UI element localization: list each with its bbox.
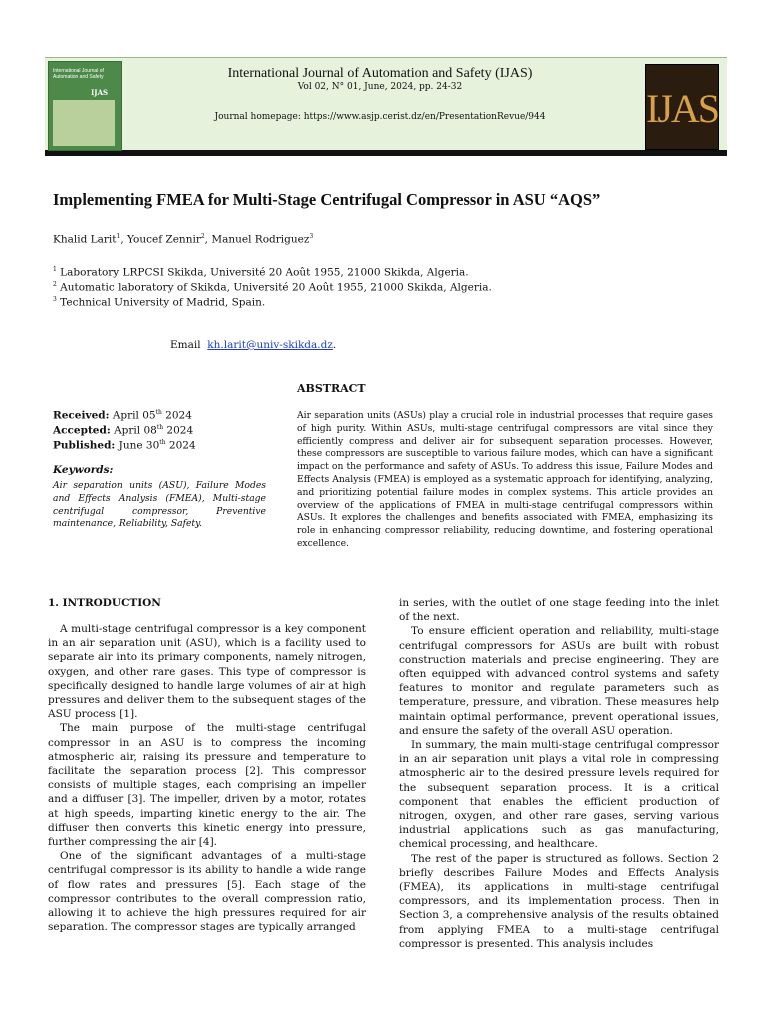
author-separator: , [204,233,212,246]
published-value: June 30 [118,439,160,452]
affiliation-text: Laboratory LRPCSI Skikda, Université 20 Août 1955, 21000 Skikda, Algeria. [56,266,469,279]
paragraph: The rest of the paper is structured as follows. Section 2 briefly describes Failure Modes and Effects Analysis (FMEA), its applications in multi-stage centrifugal compressors, and its implementation process. Then in Section 3, a comprehensive analysis of the results obtained from applying FMEA to a multi-stage centrifugal compressor is presented. This analysis includes [399,852,719,950]
body-column-left [48,622,366,934]
accepted-label: Accepted: [53,424,111,437]
published-label: Published: [53,439,116,452]
ordinal-suffix: th [155,409,162,416]
abstract-heading: ABSTRACT [297,382,366,395]
accepted-value: April 08 [114,424,157,437]
author-name: Khalid Larit [53,233,117,246]
journal-cover-image [48,61,122,151]
author-name: Youcef Zennir [127,233,201,246]
affiliation-marker: 3 [53,296,57,303]
header-divider [45,150,727,156]
cover-title: International Journal of Automation and Safety [53,68,104,80]
journal-title: International Journal of Automation and Safety (IJAS) [227,66,533,81]
affiliation-text: Automatic laboratory of Skikda, Université 20 Août 1955, 21000 Skikda, Algeria. [56,281,492,294]
received-year: 2024 [161,409,192,422]
received-value: April 05 [112,409,156,422]
email-line [170,339,336,351]
ordinal-suffix: th [159,439,166,446]
abstract-text: Air separation units (ASUs) play a crucial role in industrial processes that require gases of high purity. Within ASUs, multi-stage centrifugal compressors are vital since they efficiently compress and deliver air for subsequent separation processes. However, these compressors are susceptible to various failure modes, which can have a significant impact on the performance and safety of ASUs. To address this issue, Failure Modes and Effects Analysis (FMEA) is employed as a systematic approach for identifying, analyzing, and prioritizing potential failure modes in complex systems. This article provides an overview of the applications of FMEA in multi-stage centrifugal compressors within ASUs. It explores the challenges and benefits associated with FMEA, emphasizing its role in enhancing compressor reliability, reducing downtime, and fostering operational excellence. [297,410,713,549]
received-label: Received: [53,409,110,422]
affiliation [53,296,265,309]
affiliation [53,281,492,294]
affiliation-text: Technical University of Madrid, Spain. [56,296,266,309]
paper-title: Implementing FMEA for Multi-Stage Centrifugal Compressor in ASU “AQS” [53,190,601,209]
paragraph: To ensure efficient operation and reliability, multi-stage centrifugal compressors for ASUs are built with robust construction materials and precise engineering. They are often equipped with advanced control systems and safety features to monitor and regulate parameters such as temperature, pressure, and vibration. These measures help maintain optimal performance, prevent operational issues, and ensure the safety of the overall ASU operation. [399,625,719,737]
affiliation-marker: 2 [53,281,57,288]
received-date [53,409,192,422]
published-year: 2024 [165,439,196,452]
journal-homepage[interactable]: Journal homepage: https://www.asjp.cerist.dz/en/PresentationRevue/944 [214,112,546,122]
author-affiliation-marker: 2 [200,233,205,240]
author-affiliation-marker: 3 [309,233,314,240]
paragraph: in series, with the outlet of one stage feeding into the inlet of the next. [399,597,719,624]
accepted-year: 2024 [163,424,194,437]
paragraph: In summary, the main multi-stage centrifugal compressor in an air separation unit plays a vital role in compressing atmospheric air to the desired pressure levels required for the subsequent separation process. It is a critical component that enables the efficient production of nitrogen, oxygen, and other rare gases, serving various industrial applications such as gas manufacturing, chemical processing, and healthcare. [399,739,719,851]
cover-logo-text: IJAS [91,88,109,97]
affiliation [53,266,469,279]
keywords-heading: Keywords: [53,464,114,476]
affiliation-marker: 1 [53,266,57,273]
keywords-text: Air separation units (ASU), Failure Modes and Effects Analysis (FMEA), Multi-stage centrifugal compressor, Preventive maintenance, Reliability, Safety. [53,480,266,530]
author-name: Manuel Rodriguez [211,233,310,246]
author-affiliation-marker: 1 [116,233,121,240]
paragraph: The main purpose of the multi-stage centrifugal compressor in an ASU is to compress the incoming atmospheric air, raising its pressure and temperature to facilitate the separation process [2]. This compressor consists of multiple stages, each comprising an impeller and a diffuser [3]. The impeller, driven by a motor, rotates at high speeds, imparting kinetic energy to the air. The diffuser then converts this kinetic energy into pressure, further compressing the air [4]. [48,722,366,849]
ordinal-suffix: th [156,424,164,431]
author-separator: , [120,233,127,246]
journal-logo [645,64,719,150]
journal-volume: Vol 02, N° 01, June, 2024, pp. 24-32 [297,82,463,92]
paragraph: A multi-stage centrifugal compressor is a key component in an air separation unit (ASU), which is a facility used to separate air into its primary components, namely nitrogen, oxygen, and other rare gases. This type of compressor is specifically designed to handle large volumes of air at high pressures and deliver them to the subsequent stages of the ASU process [1]. [48,623,366,721]
published-date [53,439,196,452]
section-heading: 1. INTRODUCTION [48,597,161,609]
paragraph: One of the significant advantages of a multi-stage centrifugal compressor is its ability to handle a wide range of flow rates and pressures [5]. Each stage of the compressor contributes to the overall compression ratio, allowing it to achieve the high pressures required for air separation. The compressor stages are typically arranged [48,850,366,934]
email-label: Email [170,339,201,351]
logo-text: IJAS [646,86,719,131]
body-column-right [399,596,719,951]
accepted-date [53,424,193,437]
cover-art [53,100,115,146]
author-list [53,233,313,246]
email-link[interactable]: kh.larit@univ-skikda.dz [207,339,333,351]
email-suffix: . [332,339,337,351]
